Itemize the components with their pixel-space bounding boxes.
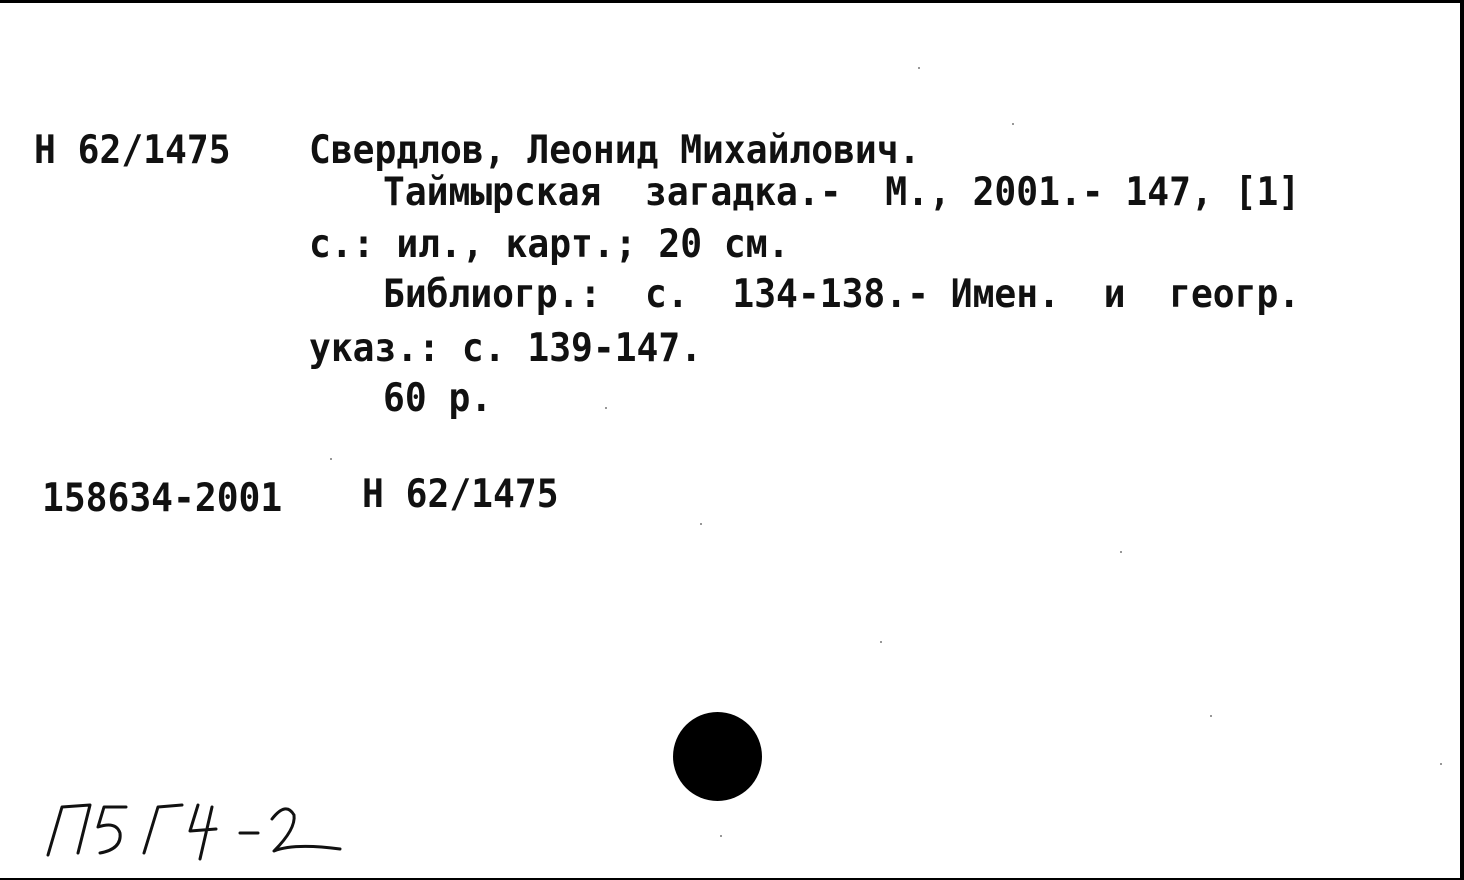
handwritten-note-signature [40,793,350,863]
bibliography-note-line: Библиогр.: с. 134-138.- Имен. и геогр. [383,272,1301,317]
physical-description-line: с.: ил., карт.; 20 см. [309,222,790,267]
title-line: Таймырская загадка.- М., 2001.- 147, [1] [383,170,1301,215]
price: 60 р. [383,376,493,421]
index-note-line: указ.: с. 139-147. [309,326,703,371]
call-number: Н 62/1475 [34,128,231,173]
inventory-number: 158634-2001 [42,476,283,521]
punch-hole [673,712,762,801]
inventory-call-number: Н 62/1475 [362,472,559,517]
author-heading: Свердлов, Леонид Михайлович. [309,128,921,173]
